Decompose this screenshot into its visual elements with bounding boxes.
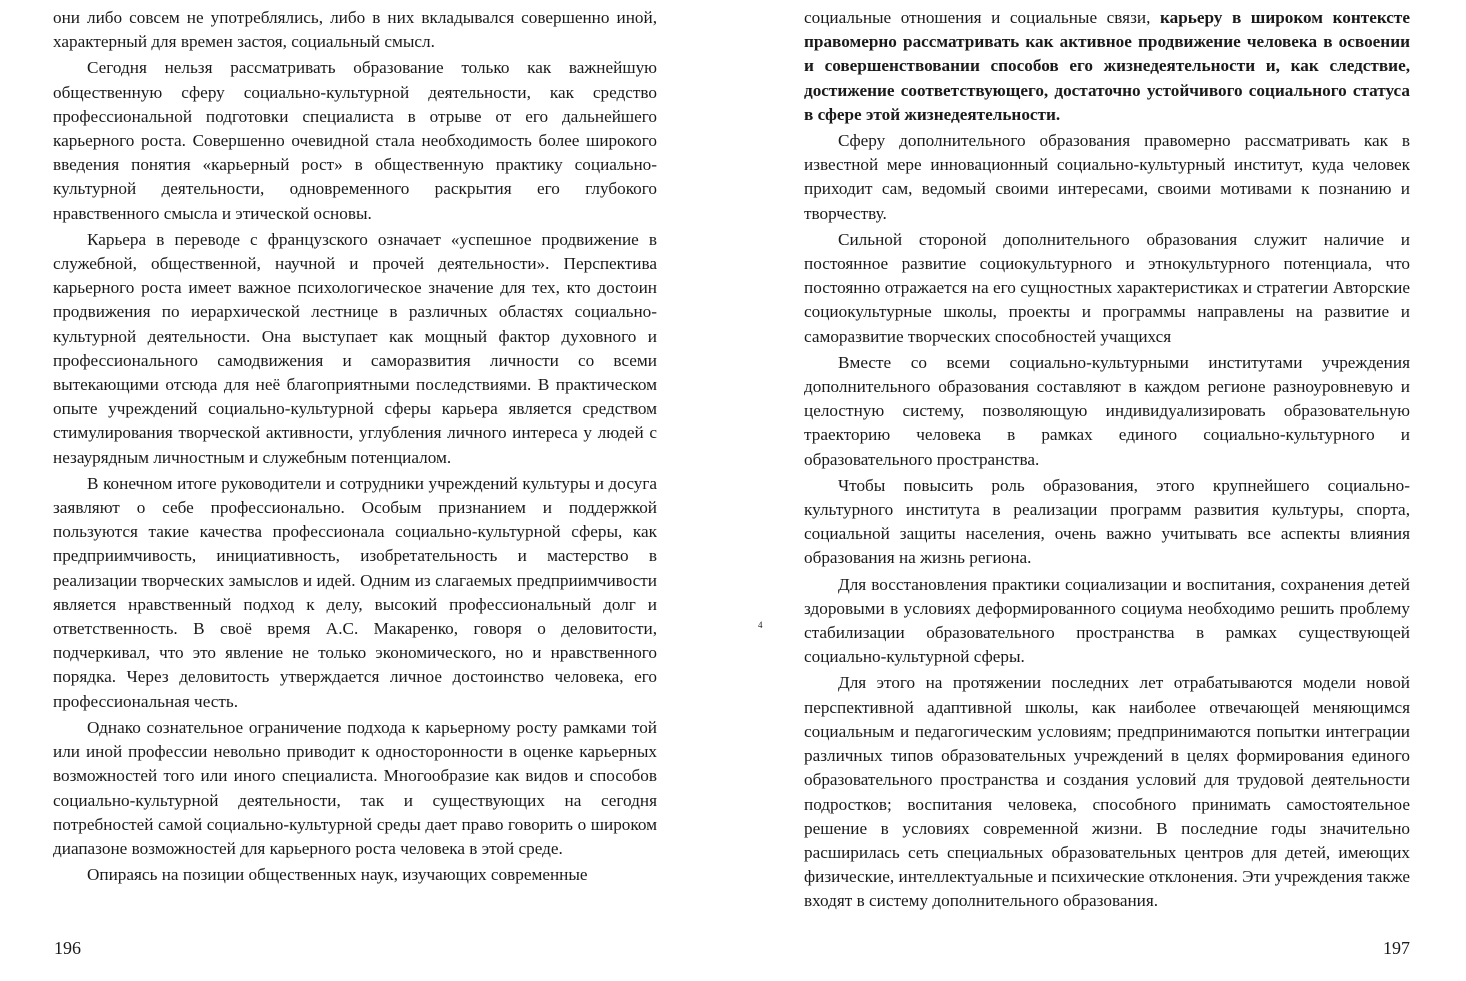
paragraph: Однако сознательное ограничение подхода к карьерному росту рамками той или иной профессии невольно приводит к односторонности в оценке карьерных возможностей того или иного специалиста. Многообразие как видов и способов социально-культурной деятельности, так и существующих на сегодня потребностей самой социально-культурной среды дает право говорить о широком диапазоне возможностей для карьерного роста человека в этой среде. bbox=[53, 717, 657, 858]
paragraph: Сферу дополнительного образования правомерно рассматривать как в известной мере инновационный социально-культурный институт, куда человек приходит сам, ведомый своими интересами, своими мотивами к познанию и творчеству. bbox=[804, 131, 1410, 223]
paragraph: В конечном итоге руководители и сотрудники учреждений культуры и досуга заявляют о себе профессионально. Особым признанием и поддержкой пользуются такие качества профессионала социально-культурной сферы, как предприимчивость, инициативность, изобретательность и мастерство в реализации творческих замыслов и идей. Одним из слагаемых предприимчивости является нравственный подход к делу, высокий профессиональный долг и ответственность. В своё время А.С. Макаренко, говоря о деловитости, подчеркивал, что это явление не только экономического, но и нравственного порядка. Через деловитость утверждается личное достоинство человека, его профессиональная честь. bbox=[53, 473, 657, 711]
paragraph-plain: социальные отношения и социальные связи, bbox=[804, 8, 1160, 27]
right-page-text bbox=[804, 6, 1410, 916]
page-number-left: 196 bbox=[54, 938, 81, 958]
paragraph: Карьера в переводе с французского означает «успешное продвижение в служебной, общественной, научной и прочей деятельности». Перспектива карьерного роста имеет важное психологическое значение для тех, кто достоин продвижения по иерархической лестнице в различных областях социально-культурной деятельности. Она выступает как мощный фактор духовного и профессионального самодвижения и саморазвития личности со всеми вытекающими отсюда для неё благоприятными последствиями. В практическом опыте учреждений социально-культурной сферы карьера является средством стимулирования творческой активности, углубления личного интереса у людей с незаурядным личностным и служебным потенциалом. bbox=[53, 229, 657, 467]
paragraph: Сегодня нельзя рассматривать образование только как важнейшую общественную сферу социально-культурной деятельности, как средство профессиональной подготовки специалиста в отрыве от его дальнейшего карьерного роста. Совершенно очевидной стала необходимость более широкого введения понятия «карьерный рост» в общественную практику социально-культурной деятельности, одновременного раскрытия его глубокого нравственного смысла и этической основы. bbox=[53, 58, 657, 223]
paragraph: Для этого на протяжении последних лет отрабатываются модели новой перспективной адаптивной школы, как наиболее отвечающей меняющимся социальным и педагогическим условиям; предпринимаются попытки интеграции различных типов образовательных учреждений в целях формирования единого образовательного пространства и создания условий для трудовой деятельности подростков; воспитания человека, способного принимать самостоятельное решение в условиях современной жизни. В последние годы значительно расширилась сеть специальных образовательных центров для детей, имеющих физические, интеллектуальные и психические отклонения. Эти учреждения также входят в систему дополнительного образования. bbox=[804, 673, 1410, 911]
paragraph: Чтобы повысить роль образования, этого крупнейшего социально-культурного института в реализации программ развития культуры, спорта, социальной защиты населения, очень важно учитывать все аспекты влияния образования на жизнь региона. bbox=[804, 475, 1410, 568]
paragraph: Для восстановления практики социализации и воспитания, сохранения детей здоровыми в условиях деформированного социума необходимо решить проблему стабилизации образовательного пространства в рамках существующей социально-культурной сферы. bbox=[804, 574, 1410, 667]
page-number-right: 197 bbox=[1383, 938, 1410, 958]
paragraph bbox=[804, 6, 1410, 127]
gutter-mark: 4 bbox=[758, 620, 763, 630]
paragraph: они либо совсем не употреблялись, либо в них вкладывался совершенно иной, характерный для времен застоя, социальный смысл. bbox=[53, 8, 657, 52]
left-page-text bbox=[53, 6, 657, 889]
paragraph: Вместе со всеми социально-культурными институтами учреждения дополнительного образования составляют в каждом регионе разноуровневую и целостную систему, позволяющую индивидуализировать образовательную траекторию человека в рамках единого социально-культурного и образовательного пространства. bbox=[804, 352, 1410, 469]
paragraph: Сильной стороной дополнительного образования служит наличие и постоянное развитие социокультурного и этнокультурного потенциала, что постоянно отражается на его сущностных характеристиках и стратегии Авторские социокультурные школы, проекты и программы направлены на развитие и саморазвитие творческих способностей учащихся bbox=[804, 229, 1410, 346]
paragraph: Опираясь на позиции общественных наук, изучающих современные bbox=[87, 865, 588, 885]
paragraph-bold: карьеру в широком контексте правомерно рассматривать как активное продвижение человека в освоении и совершенствовании способов его жизнедеятельности и, как следствие, достижение соответствующего, достаточно устойчивого социального статуса в сфере этой жизнедеятельности. bbox=[804, 8, 1411, 124]
